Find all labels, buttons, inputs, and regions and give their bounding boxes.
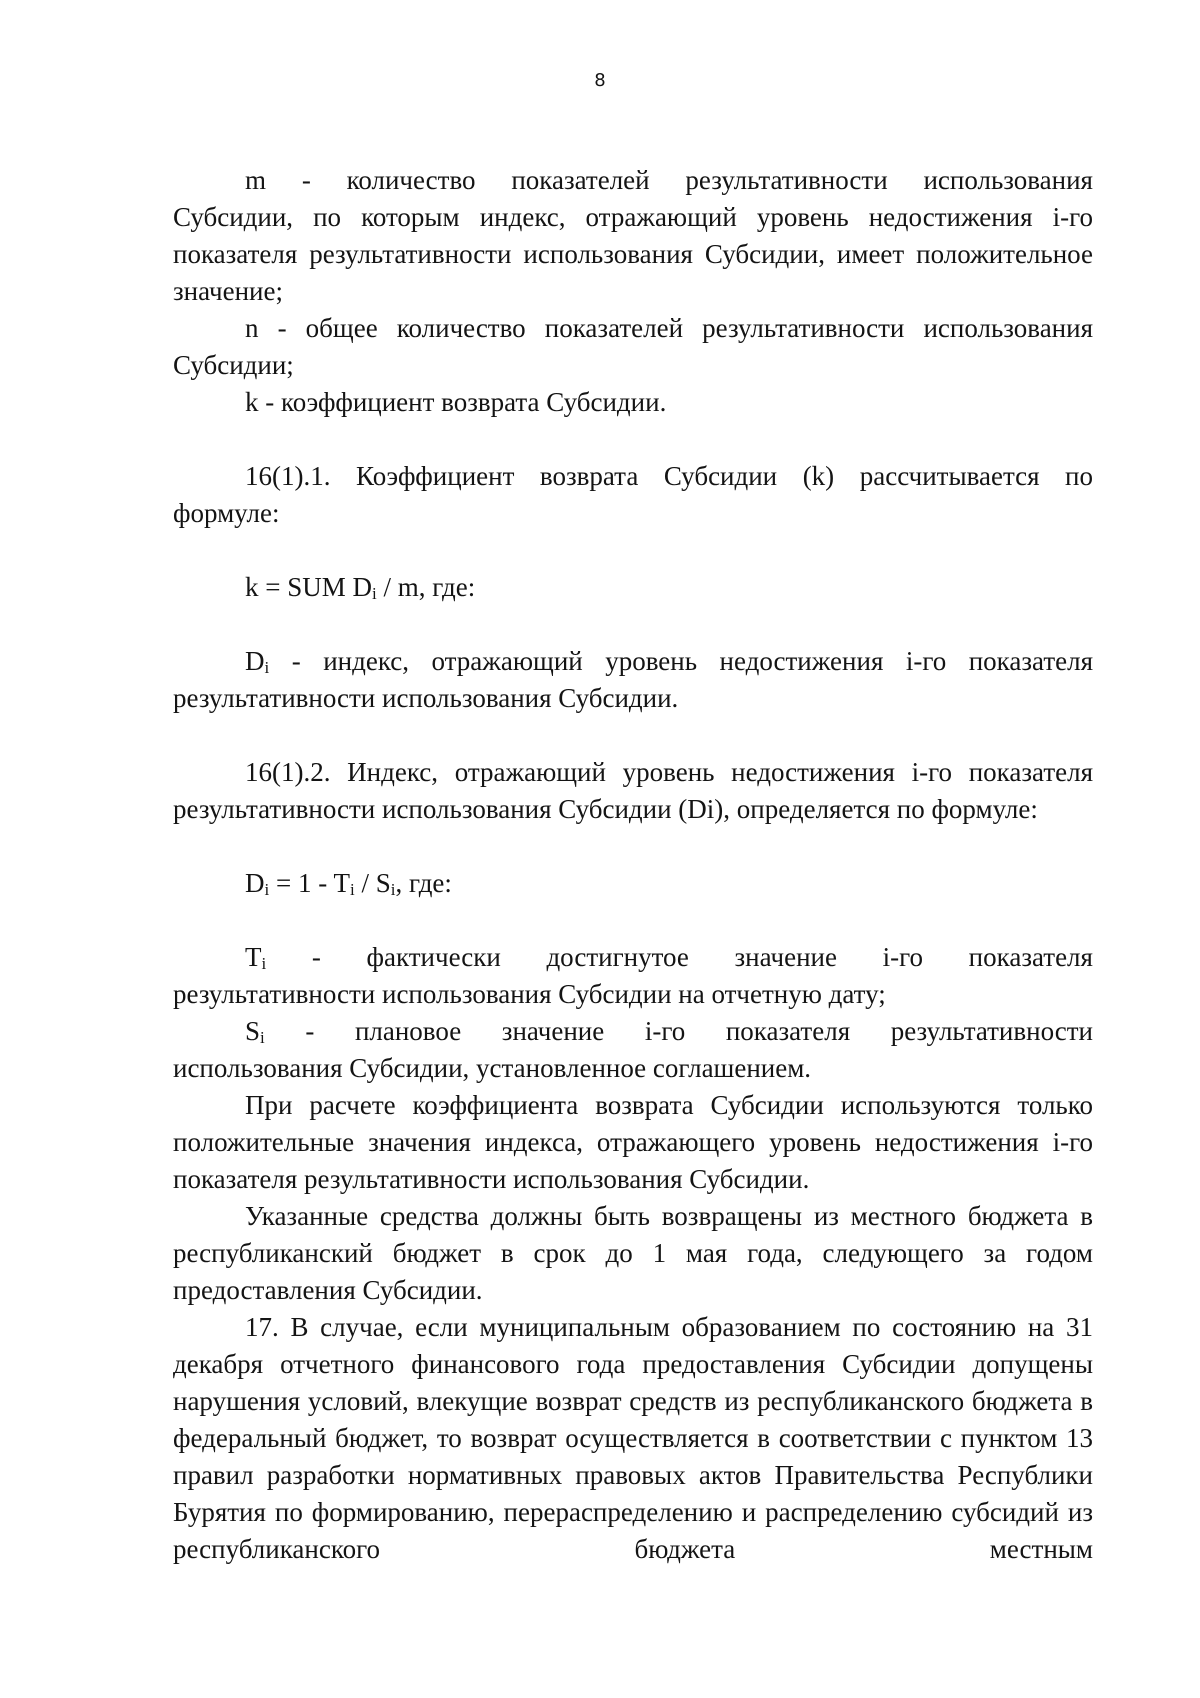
definition-ti <box>173 939 1093 1013</box>
paragraph-16-1-1: 16(1).1. Коэффициент возврата Субсидии (k) рассчитывается по формуле: <box>173 461 1093 528</box>
definition-k: k - коэффициент возврата Субсидии. <box>245 387 667 417</box>
definition-si-first-line: $S_i$ - плановое значение i-го показателя результативности <box>245 1016 1093 1047</box>
definition-ti-rest: результативности использования Субсидии на отчетную дату; <box>173 979 886 1009</box>
definition-m-first-line: m - количество показателей результативности использования <box>245 165 1093 195</box>
definition-m <box>173 162 1093 310</box>
document-body <box>173 162 1093 1568</box>
definition-m-rest: Субсидии, по которым индекс, отражающий уровень недостижения i-го показателя результативности использования Субсидии, имеет положительное значение; <box>173 202 1093 306</box>
paragraph-17: 17. В случае, если муниципальным образованием по состоянию на 31 декабря отчетного финансового года предоставления Субсидии допущены нарушения условий, влекущие возврат средств из республиканского бюджета в федеральный бюджет, то возврат осуществляется в соответствии с пунктом 13 правил разработки нормативных правовых актов Правительства Республики Бурятия по формированию, перераспределению и распределению субсидий из республиканского бюджета местным <box>173 1312 1093 1564</box>
paragraph-16-1-2: 16(1).2. Индекс, отражающий уровень недостижения i-го показателя результативности использования Субсидии (Di), определяется по формуле: <box>173 757 1093 824</box>
definition-si-rest: использования Субсидии, установленное соглашением. <box>173 1053 812 1083</box>
paragraph-calculation-note: При расчете коэффициента возврата Субсидии используются только положительные значения индекса, отражающего уровень недостижения i-го показателя результативности использования Субсидии. <box>173 1090 1093 1194</box>
definition-n: n - общее количество показателей результативности использования Субсидии; <box>173 313 1093 380</box>
paragraph-funds-return: Указанные средства должны быть возвращены из местного бюджета в республиканский бюджет в срок до 1 мая года, следующего за годом предоставления Субсидии. <box>173 1201 1093 1305</box>
definition-di: $D_i$ - индекс, отражающий уровень недостижения i-го показателя результативности использования Субсидии. <box>173 646 1093 713</box>
formula-d: $D_i = 1 - T_i / S_i$, где: <box>245 868 452 899</box>
formula-k: k = SUM $D_i$ / m, где: <box>245 572 476 603</box>
definition-ti-first-line: $T_i$ - фактически достигнутое значение i-го показателя <box>245 942 1093 973</box>
definition-si <box>173 1013 1093 1087</box>
page-number: 8 <box>594 70 606 91</box>
